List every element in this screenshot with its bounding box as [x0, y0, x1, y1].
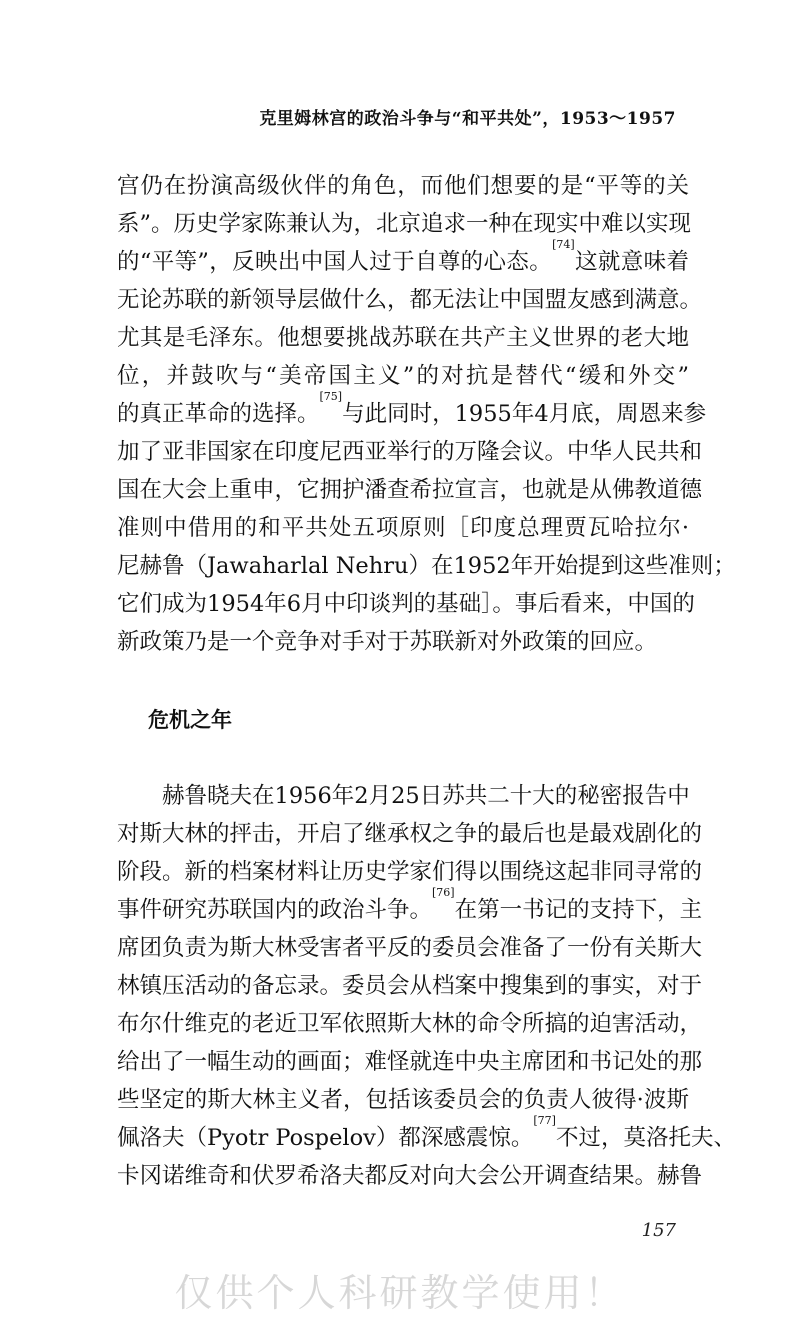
text-line: 林镇压活动的备忘录。委员会从档案中搜集到的事实，对于 — [117, 973, 703, 999]
page-number: 157 — [641, 1220, 676, 1241]
footnote-marker: [75] — [319, 390, 343, 403]
text-line: 的真正革命的选择。[75]与此同时，1955年4月底，周恩来参 — [117, 390, 707, 427]
text-line: 对斯大林的抨击，开启了继承权之争的最后也是最戏剧化的 — [117, 821, 703, 847]
text-line: 事件研究苏联国内的政治斗争。[76]在第一书记的支持下，主 — [117, 886, 703, 923]
footnote-marker: [77] — [533, 1114, 556, 1127]
text-line: 的“平等”，反映出中国人过于自尊的心态。[74]这就意味着 — [117, 238, 689, 275]
text-line: 些坚定的斯大林主义者，包括该委员会的负责人彼得·波斯 — [117, 1087, 689, 1113]
text-line: 新政策乃是一个竞争对手对于苏联新对外政策的回应。 — [117, 629, 658, 655]
text-line: 加了亚非国家在印度尼西亚举行的万隆会议。中华人民共和 — [117, 439, 703, 465]
text-line: 赫鲁晓夫在1956年2月25日苏共二十大的秘密报告中 — [117, 783, 690, 809]
text-line: 它们成为1954年6月中印谈判的基础］。事后看来，中国的 — [117, 591, 695, 617]
text-line: 尤其是毛泽东。他想要挑战苏联在共产主义世界的老大地 — [117, 325, 689, 351]
footnote-marker: [76] — [432, 886, 455, 899]
text-line: 尼赫鲁（Jawaharlal Nehru）在1952年开始提到这些准则； — [117, 553, 736, 579]
text-line: 佩洛夫（Pyotr Pospelov）都深感震惊。[77]不过，莫洛托夫、 — [117, 1114, 736, 1151]
text-line: 给出了一幅生动的画面；难怪就连中央主席团和书记处的那 — [117, 1049, 703, 1075]
text-line: 准则中借用的和平共处五项原则［印度总理贾瓦哈拉尔· — [117, 515, 689, 541]
text-line: 席团负责为斯大林受害者平反的委员会准备了一份有关斯大 — [117, 935, 703, 961]
text-line: 宫仍在扮演高级伙伴的角色，而他们想要的是“平等的关 — [117, 173, 689, 199]
text-line: 国在大会上重申，它拥护潘查希拉宣言，也就是从佛教道德 — [117, 477, 703, 503]
footnote-marker: [74] — [552, 238, 575, 251]
section-heading: 危机之年 — [148, 708, 232, 732]
running-header: 克里姆林宫的政治斗争与“和平共处”，1953～1957 — [259, 109, 676, 129]
text-line: 无论苏联的新领导层做什么，都无法让中国盟友感到满意。 — [117, 287, 703, 313]
watermark: 仅供个人科研教学使用！ — [174, 1271, 626, 1315]
text-line: 阶段。新的档案材料让历史学家们得以围绕这起非同寻常的 — [117, 859, 703, 885]
text-line: 位，并鼓吹与“美帝国主义”的对抗是替代“缓和外交” — [117, 363, 689, 389]
text-line: 布尔什维克的老近卫军依照斯大林的命令所搞的迫害活动， — [117, 1011, 703, 1037]
text-line: 系”。历史学家陈兼认为，北京追求一种在现实中难以实现 — [117, 211, 692, 237]
text-line: 卡冈诺维奇和伏罗希洛夫都反对向大会公开调查结果。赫鲁 — [117, 1163, 703, 1189]
